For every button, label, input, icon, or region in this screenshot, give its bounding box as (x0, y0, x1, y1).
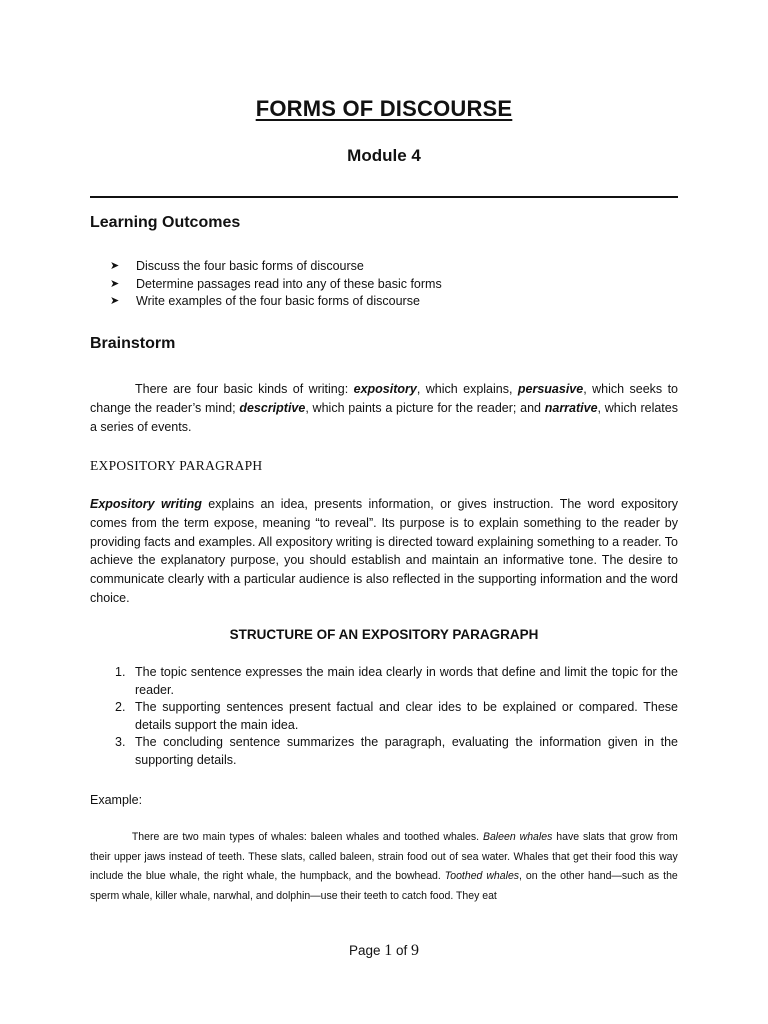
structure-heading: STRUCTURE OF AN EXPOSITORY PARAGRAPH (229, 627, 539, 642)
term-narrative: narrative (544, 400, 598, 415)
list-item (90, 699, 678, 734)
list-item (90, 664, 678, 699)
list-number: 1. (115, 665, 126, 679)
list-item-text: Determine passages read into any of these basic forms (136, 276, 442, 291)
brainstorm-heading: Brainstorm (90, 335, 176, 352)
arrow-bullet-icon: ➤ (110, 295, 120, 308)
page-label: Page (348, 943, 385, 958)
current-page-number: 1 (384, 942, 393, 959)
example-paragraph: There are two main types of whales: baleen whales and toothed whales. Baleen whales have slats that grow from their upper jaws instead of teeth. These slats, called baleen, strain food out of sea water. Whales that get their food this way include the blue whale, the right whale, the humpback, and the bowhead. Toothed whales, on the other hand—such as the sperm whale, killer whale, narwhal, and dolphin—use their teeth to catch food. They eat (90, 831, 678, 902)
structure-list (90, 664, 678, 770)
list-number: 3. (115, 735, 126, 750)
arrow-bullet-icon: ➤ (110, 260, 120, 272)
horizontal-rule (90, 196, 678, 198)
example-label: Example: (90, 793, 143, 807)
term-descriptive: descriptive (239, 400, 306, 415)
learning-outcomes-list (110, 258, 442, 311)
list-item-text: Write examples of the four basic forms of discourse (136, 294, 420, 309)
page-title: FORMS OF DISCOURSE (255, 96, 513, 121)
list-item (110, 258, 442, 276)
list-item-text: The supporting sentences present factual and clear ides to be explained or compared. These details support the main idea. (135, 700, 678, 732)
list-item-text: The concluding sentence summarizes the paragraph, evaluating the information given in the supporting details. (135, 735, 678, 767)
total-pages-number: 9 (411, 942, 420, 959)
list-item-text: Discuss the four basic forms of discourse (136, 259, 364, 273)
term-baleen-whales: Baleen whales (482, 831, 553, 843)
term-expository: expository (353, 382, 417, 396)
list-number: 2. (115, 700, 126, 715)
brainstorm-paragraph: There are four basic kinds of writing: expository, which explains, persuasive, which seeks to change the reader’s mind; descriptive, which paints a picture for the reader; and narrative, which relates a series of events. (90, 382, 679, 434)
term-toothed-whales: Toothed whales (444, 870, 520, 882)
page-footer (0, 942, 768, 960)
expository-lead-term: Expository writing (90, 497, 202, 511)
list-item (110, 293, 442, 311)
expository-paragraph: Expository writing explains an idea, presents information, or gives instruction. The word expository comes from the term expose, meaning “to reveal”. Its purpose is to explain something to the reader by providing facts and examples. All expository writing is directed toward explaining something to a reader. To achieve the explanatory purpose, you should establish and maintain an informative tone. The desire to communicate clearly with a particular audience is also reflected in the supporting information and the word choice. (90, 497, 678, 605)
expository-heading: EXPOSITORY PARAGRAPH (90, 458, 263, 473)
list-item (110, 276, 442, 294)
list-item (90, 734, 678, 769)
module-subtitle: Module 4 (347, 146, 421, 165)
term-persuasive: persuasive (517, 382, 584, 396)
arrow-bullet-icon: ➤ (110, 277, 120, 290)
learning-outcomes-heading: Learning Outcomes (90, 214, 241, 231)
page-of-label: of (392, 943, 412, 958)
list-item-text: The topic sentence expresses the main idea clearly in words that define and limit the topic for the reader. (135, 665, 678, 697)
